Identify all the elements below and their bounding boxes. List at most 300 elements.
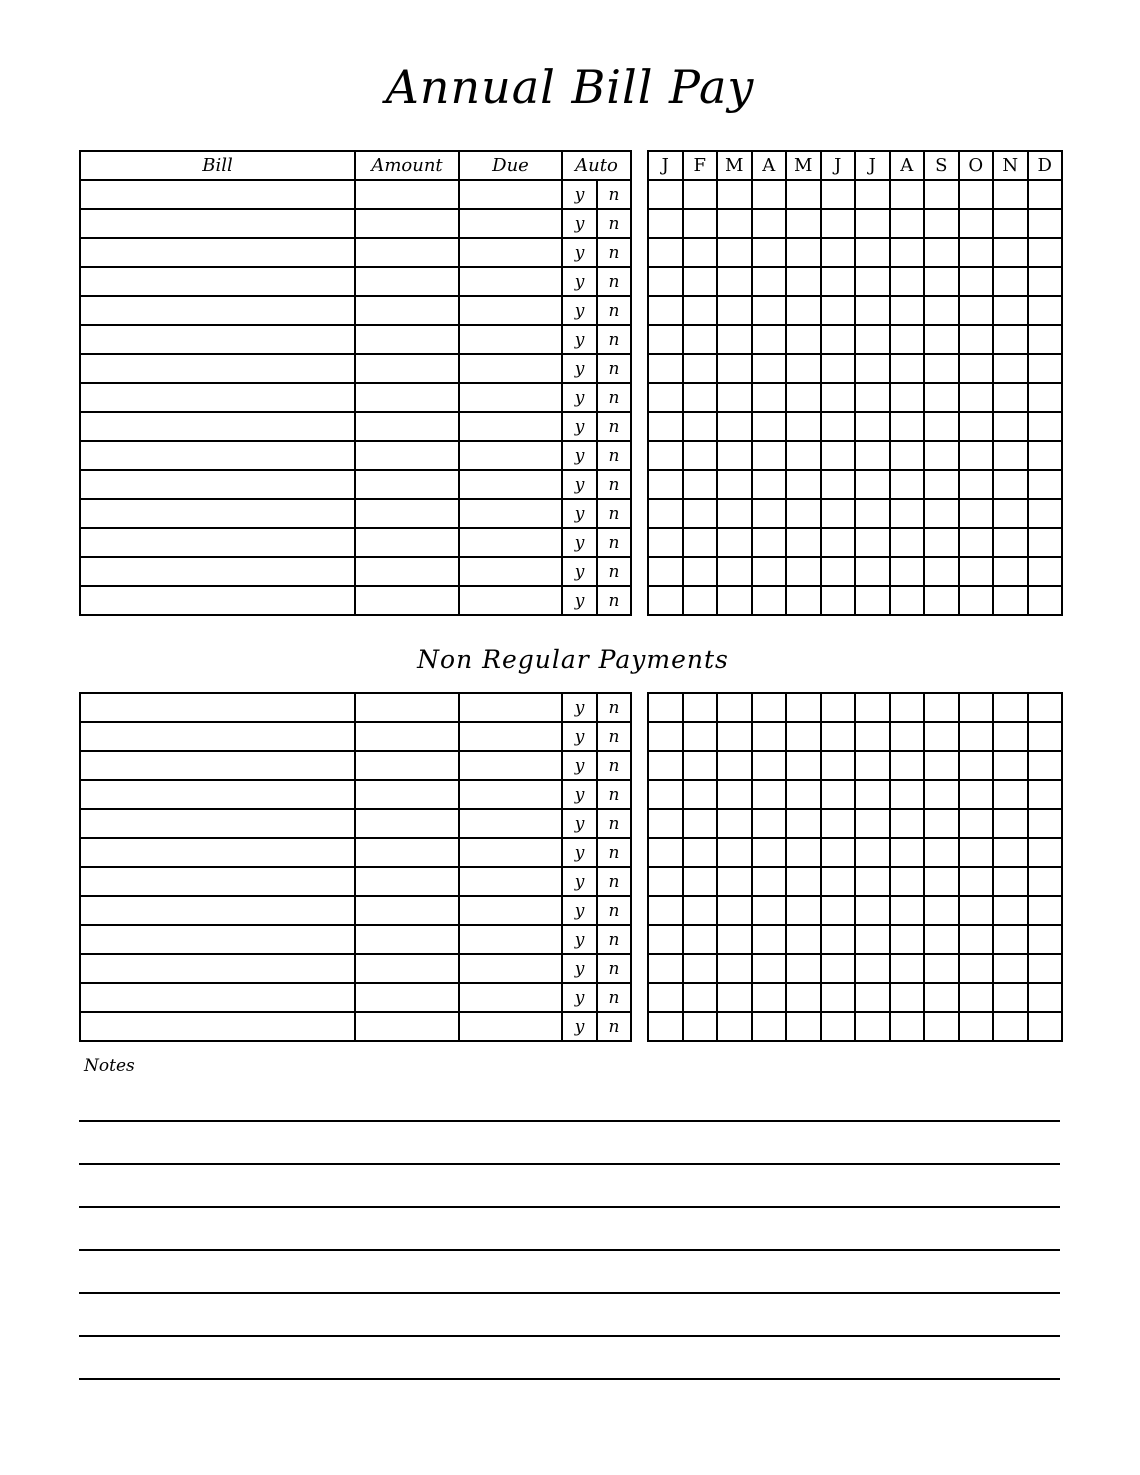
month-check-cell[interactable] (717, 1012, 752, 1041)
month-check-cell[interactable] (855, 499, 890, 528)
month-check-cell[interactable] (924, 499, 959, 528)
month-check-cell[interactable] (855, 838, 890, 867)
bill-cell[interactable] (80, 412, 355, 441)
auto-no-option[interactable]: n (597, 499, 631, 528)
month-check-cell[interactable] (683, 954, 718, 983)
month-check-cell[interactable] (717, 528, 752, 557)
month-check-cell[interactable] (683, 267, 718, 296)
month-check-cell[interactable] (717, 180, 752, 209)
month-check-cell[interactable] (752, 354, 787, 383)
month-check-cell[interactable] (855, 586, 890, 615)
month-check-cell[interactable] (855, 896, 890, 925)
month-check-cell[interactable] (821, 925, 856, 954)
bill-cell[interactable] (80, 441, 355, 470)
bill-cell[interactable] (80, 470, 355, 499)
auto-no-option[interactable]: n (597, 1012, 631, 1041)
auto-no-option[interactable]: n (597, 838, 631, 867)
month-check-cell[interactable] (717, 296, 752, 325)
month-check-cell[interactable] (855, 296, 890, 325)
due-cell[interactable] (459, 267, 562, 296)
month-check-cell[interactable] (890, 499, 925, 528)
due-cell[interactable] (459, 180, 562, 209)
month-check-cell[interactable] (924, 528, 959, 557)
month-check-cell[interactable] (855, 238, 890, 267)
month-check-cell[interactable] (1028, 983, 1063, 1012)
due-cell[interactable] (459, 838, 562, 867)
month-check-cell[interactable] (855, 722, 890, 751)
month-check-cell[interactable] (993, 809, 1028, 838)
amount-cell[interactable] (355, 180, 459, 209)
month-check-cell[interactable] (924, 325, 959, 354)
month-check-cell[interactable] (752, 209, 787, 238)
month-check-cell[interactable] (648, 528, 683, 557)
month-check-cell[interactable] (717, 954, 752, 983)
due-cell[interactable] (459, 722, 562, 751)
auto-no-option[interactable]: n (597, 557, 631, 586)
month-check-cell[interactable] (890, 1012, 925, 1041)
amount-cell[interactable] (355, 441, 459, 470)
month-check-cell[interactable] (855, 325, 890, 354)
due-cell[interactable] (459, 499, 562, 528)
month-check-cell[interactable] (717, 722, 752, 751)
month-check-cell[interactable] (959, 722, 994, 751)
month-check-cell[interactable] (890, 267, 925, 296)
month-check-cell[interactable] (890, 209, 925, 238)
month-check-cell[interactable] (717, 209, 752, 238)
month-check-cell[interactable] (993, 1012, 1028, 1041)
due-cell[interactable] (459, 867, 562, 896)
month-check-cell[interactable] (683, 499, 718, 528)
month-check-cell[interactable] (924, 557, 959, 586)
month-check-cell[interactable] (890, 296, 925, 325)
month-check-cell[interactable] (890, 809, 925, 838)
month-check-cell[interactable] (648, 383, 683, 412)
month-check-cell[interactable] (855, 925, 890, 954)
month-check-cell[interactable] (924, 412, 959, 441)
month-check-cell[interactable] (821, 809, 856, 838)
month-check-cell[interactable] (1028, 954, 1063, 983)
month-check-cell[interactable] (1028, 1012, 1063, 1041)
month-check-cell[interactable] (1028, 867, 1063, 896)
month-check-cell[interactable] (855, 983, 890, 1012)
auto-yes-option[interactable]: y (562, 925, 597, 954)
month-check-cell[interactable] (648, 557, 683, 586)
month-check-cell[interactable] (993, 586, 1028, 615)
month-check-cell[interactable] (959, 1012, 994, 1041)
month-check-cell[interactable] (959, 780, 994, 809)
auto-yes-option[interactable]: y (562, 325, 597, 354)
month-check-cell[interactable] (752, 470, 787, 499)
auto-no-option[interactable]: n (597, 867, 631, 896)
month-check-cell[interactable] (648, 238, 683, 267)
month-check-cell[interactable] (993, 528, 1028, 557)
auto-no-option[interactable]: n (597, 586, 631, 615)
due-cell[interactable] (459, 780, 562, 809)
month-check-cell[interactable] (959, 954, 994, 983)
month-check-cell[interactable] (821, 586, 856, 615)
month-check-cell[interactable] (786, 983, 821, 1012)
month-check-cell[interactable] (1028, 896, 1063, 925)
auto-no-option[interactable]: n (597, 470, 631, 499)
month-check-cell[interactable] (717, 383, 752, 412)
month-check-cell[interactable] (821, 528, 856, 557)
month-check-cell[interactable] (959, 983, 994, 1012)
month-check-cell[interactable] (786, 896, 821, 925)
month-check-cell[interactable] (855, 809, 890, 838)
month-check-cell[interactable] (855, 354, 890, 383)
month-check-cell[interactable] (924, 238, 959, 267)
month-check-cell[interactable] (752, 499, 787, 528)
month-check-cell[interactable] (786, 693, 821, 722)
auto-no-option[interactable]: n (597, 325, 631, 354)
month-check-cell[interactable] (959, 528, 994, 557)
month-check-cell[interactable] (924, 586, 959, 615)
auto-yes-option[interactable]: y (562, 838, 597, 867)
month-check-cell[interactable] (717, 896, 752, 925)
bill-cell[interactable] (80, 528, 355, 557)
month-check-cell[interactable] (752, 925, 787, 954)
month-check-cell[interactable] (959, 751, 994, 780)
amount-cell[interactable] (355, 867, 459, 896)
month-check-cell[interactable] (821, 780, 856, 809)
amount-cell[interactable] (355, 209, 459, 238)
due-cell[interactable] (459, 925, 562, 954)
bill-cell[interactable] (80, 1012, 355, 1041)
month-check-cell[interactable] (683, 838, 718, 867)
month-check-cell[interactable] (786, 838, 821, 867)
month-check-cell[interactable] (1028, 470, 1063, 499)
due-cell[interactable] (459, 354, 562, 383)
amount-cell[interactable] (355, 383, 459, 412)
month-check-cell[interactable] (821, 838, 856, 867)
auto-yes-option[interactable]: y (562, 751, 597, 780)
month-check-cell[interactable] (752, 722, 787, 751)
month-check-cell[interactable] (786, 1012, 821, 1041)
auto-no-option[interactable]: n (597, 383, 631, 412)
month-check-cell[interactable] (752, 296, 787, 325)
month-check-cell[interactable] (890, 238, 925, 267)
month-check-cell[interactable] (683, 354, 718, 383)
month-check-cell[interactable] (683, 528, 718, 557)
notes-line[interactable] (79, 1206, 1060, 1208)
month-check-cell[interactable] (890, 325, 925, 354)
month-check-cell[interactable] (855, 209, 890, 238)
month-check-cell[interactable] (786, 557, 821, 586)
month-check-cell[interactable] (717, 867, 752, 896)
month-check-cell[interactable] (786, 383, 821, 412)
auto-no-option[interactable]: n (597, 722, 631, 751)
month-check-cell[interactable] (890, 586, 925, 615)
month-check-cell[interactable] (786, 925, 821, 954)
amount-cell[interactable] (355, 412, 459, 441)
month-check-cell[interactable] (855, 954, 890, 983)
month-check-cell[interactable] (821, 1012, 856, 1041)
auto-yes-option[interactable]: y (562, 441, 597, 470)
month-check-cell[interactable] (1028, 838, 1063, 867)
auto-no-option[interactable]: n (597, 412, 631, 441)
month-check-cell[interactable] (648, 586, 683, 615)
auto-yes-option[interactable]: y (562, 586, 597, 615)
month-check-cell[interactable] (993, 925, 1028, 954)
month-check-cell[interactable] (752, 325, 787, 354)
month-check-cell[interactable] (648, 180, 683, 209)
month-check-cell[interactable] (959, 693, 994, 722)
due-cell[interactable] (459, 296, 562, 325)
month-check-cell[interactable] (993, 722, 1028, 751)
month-check-cell[interactable] (959, 209, 994, 238)
auto-yes-option[interactable]: y (562, 499, 597, 528)
month-check-cell[interactable] (924, 867, 959, 896)
due-cell[interactable] (459, 209, 562, 238)
bill-cell[interactable] (80, 180, 355, 209)
month-check-cell[interactable] (890, 867, 925, 896)
month-check-cell[interactable] (924, 354, 959, 383)
amount-cell[interactable] (355, 780, 459, 809)
month-check-cell[interactable] (717, 586, 752, 615)
month-check-cell[interactable] (648, 867, 683, 896)
amount-cell[interactable] (355, 557, 459, 586)
month-check-cell[interactable] (683, 209, 718, 238)
month-check-cell[interactable] (890, 780, 925, 809)
month-check-cell[interactable] (993, 354, 1028, 383)
month-check-cell[interactable] (855, 557, 890, 586)
month-check-cell[interactable] (821, 896, 856, 925)
auto-no-option[interactable]: n (597, 983, 631, 1012)
due-cell[interactable] (459, 1012, 562, 1041)
month-check-cell[interactable] (717, 838, 752, 867)
month-check-cell[interactable] (648, 983, 683, 1012)
month-check-cell[interactable] (855, 1012, 890, 1041)
month-check-cell[interactable] (821, 693, 856, 722)
month-check-cell[interactable] (924, 751, 959, 780)
month-check-cell[interactable] (993, 441, 1028, 470)
month-check-cell[interactable] (890, 838, 925, 867)
month-check-cell[interactable] (752, 867, 787, 896)
month-check-cell[interactable] (786, 722, 821, 751)
month-check-cell[interactable] (890, 954, 925, 983)
bill-cell[interactable] (80, 325, 355, 354)
month-check-cell[interactable] (924, 693, 959, 722)
auto-yes-option[interactable]: y (562, 557, 597, 586)
month-check-cell[interactable] (648, 354, 683, 383)
month-check-cell[interactable] (786, 180, 821, 209)
auto-yes-option[interactable]: y (562, 209, 597, 238)
bill-cell[interactable] (80, 838, 355, 867)
auto-yes-option[interactable]: y (562, 693, 597, 722)
month-check-cell[interactable] (855, 528, 890, 557)
notes-line[interactable] (79, 1335, 1060, 1337)
month-check-cell[interactable] (786, 867, 821, 896)
bill-cell[interactable] (80, 557, 355, 586)
month-check-cell[interactable] (993, 751, 1028, 780)
amount-cell[interactable] (355, 809, 459, 838)
month-check-cell[interactable] (959, 499, 994, 528)
month-check-cell[interactable] (993, 325, 1028, 354)
month-check-cell[interactable] (683, 867, 718, 896)
month-check-cell[interactable] (717, 925, 752, 954)
month-check-cell[interactable] (959, 325, 994, 354)
month-check-cell[interactable] (648, 296, 683, 325)
auto-yes-option[interactable]: y (562, 470, 597, 499)
month-check-cell[interactable] (993, 383, 1028, 412)
auto-no-option[interactable]: n (597, 809, 631, 838)
auto-yes-option[interactable]: y (562, 809, 597, 838)
month-check-cell[interactable] (1028, 751, 1063, 780)
month-check-cell[interactable] (717, 780, 752, 809)
month-check-cell[interactable] (959, 557, 994, 586)
amount-cell[interactable] (355, 751, 459, 780)
month-check-cell[interactable] (752, 1012, 787, 1041)
month-check-cell[interactable] (683, 325, 718, 354)
auto-yes-option[interactable]: y (562, 412, 597, 441)
due-cell[interactable] (459, 954, 562, 983)
amount-cell[interactable] (355, 983, 459, 1012)
month-check-cell[interactable] (648, 780, 683, 809)
month-check-cell[interactable] (855, 780, 890, 809)
auto-yes-option[interactable]: y (562, 983, 597, 1012)
auto-yes-option[interactable]: y (562, 238, 597, 267)
month-check-cell[interactable] (717, 809, 752, 838)
month-check-cell[interactable] (890, 983, 925, 1012)
auto-yes-option[interactable]: y (562, 896, 597, 925)
bill-cell[interactable] (80, 867, 355, 896)
month-check-cell[interactable] (752, 586, 787, 615)
amount-cell[interactable] (355, 499, 459, 528)
month-check-cell[interactable] (821, 441, 856, 470)
bill-cell[interactable] (80, 925, 355, 954)
month-check-cell[interactable] (993, 838, 1028, 867)
month-check-cell[interactable] (752, 838, 787, 867)
month-check-cell[interactable] (890, 722, 925, 751)
month-check-cell[interactable] (855, 383, 890, 412)
bill-cell[interactable] (80, 954, 355, 983)
month-check-cell[interactable] (993, 780, 1028, 809)
due-cell[interactable] (459, 470, 562, 499)
due-cell[interactable] (459, 557, 562, 586)
month-check-cell[interactable] (924, 722, 959, 751)
auto-yes-option[interactable]: y (562, 354, 597, 383)
month-check-cell[interactable] (993, 693, 1028, 722)
month-check-cell[interactable] (993, 470, 1028, 499)
month-check-cell[interactable] (683, 470, 718, 499)
month-check-cell[interactable] (924, 925, 959, 954)
month-check-cell[interactable] (752, 751, 787, 780)
month-check-cell[interactable] (717, 693, 752, 722)
month-check-cell[interactable] (717, 412, 752, 441)
month-check-cell[interactable] (890, 441, 925, 470)
month-check-cell[interactable] (683, 296, 718, 325)
month-check-cell[interactable] (821, 954, 856, 983)
month-check-cell[interactable] (648, 412, 683, 441)
month-check-cell[interactable] (993, 867, 1028, 896)
auto-yes-option[interactable]: y (562, 780, 597, 809)
auto-no-option[interactable]: n (597, 354, 631, 383)
month-check-cell[interactable] (648, 722, 683, 751)
month-check-cell[interactable] (786, 209, 821, 238)
amount-cell[interactable] (355, 896, 459, 925)
month-check-cell[interactable] (1028, 238, 1063, 267)
month-check-cell[interactable] (683, 1012, 718, 1041)
notes-line[interactable] (79, 1249, 1060, 1251)
month-check-cell[interactable] (959, 586, 994, 615)
month-check-cell[interactable] (752, 780, 787, 809)
month-check-cell[interactable] (993, 238, 1028, 267)
month-check-cell[interactable] (717, 751, 752, 780)
month-check-cell[interactable] (821, 354, 856, 383)
month-check-cell[interactable] (993, 954, 1028, 983)
month-check-cell[interactable] (821, 267, 856, 296)
month-check-cell[interactable] (752, 180, 787, 209)
due-cell[interactable] (459, 528, 562, 557)
month-check-cell[interactable] (1028, 412, 1063, 441)
month-check-cell[interactable] (717, 557, 752, 586)
month-check-cell[interactable] (855, 180, 890, 209)
month-check-cell[interactable] (821, 722, 856, 751)
due-cell[interactable] (459, 809, 562, 838)
auto-yes-option[interactable]: y (562, 383, 597, 412)
month-check-cell[interactable] (1028, 267, 1063, 296)
month-check-cell[interactable] (717, 238, 752, 267)
month-check-cell[interactable] (752, 983, 787, 1012)
month-check-cell[interactable] (683, 586, 718, 615)
bill-cell[interactable] (80, 693, 355, 722)
due-cell[interactable] (459, 693, 562, 722)
bill-cell[interactable] (80, 809, 355, 838)
month-check-cell[interactable] (993, 499, 1028, 528)
amount-cell[interactable] (355, 693, 459, 722)
amount-cell[interactable] (355, 325, 459, 354)
month-check-cell[interactable] (1028, 296, 1063, 325)
due-cell[interactable] (459, 751, 562, 780)
month-check-cell[interactable] (1028, 780, 1063, 809)
auto-no-option[interactable]: n (597, 180, 631, 209)
month-check-cell[interactable] (855, 751, 890, 780)
month-check-cell[interactable] (683, 722, 718, 751)
month-check-cell[interactable] (752, 557, 787, 586)
due-cell[interactable] (459, 325, 562, 354)
month-check-cell[interactable] (683, 238, 718, 267)
month-check-cell[interactable] (717, 470, 752, 499)
month-check-cell[interactable] (786, 354, 821, 383)
bill-cell[interactable] (80, 499, 355, 528)
month-check-cell[interactable] (648, 809, 683, 838)
month-check-cell[interactable] (648, 751, 683, 780)
month-check-cell[interactable] (752, 528, 787, 557)
month-check-cell[interactable] (924, 441, 959, 470)
due-cell[interactable] (459, 441, 562, 470)
month-check-cell[interactable] (821, 325, 856, 354)
month-check-cell[interactable] (648, 470, 683, 499)
auto-no-option[interactable]: n (597, 751, 631, 780)
auto-no-option[interactable]: n (597, 267, 631, 296)
bill-cell[interactable] (80, 780, 355, 809)
month-check-cell[interactable] (717, 499, 752, 528)
month-check-cell[interactable] (993, 296, 1028, 325)
month-check-cell[interactable] (1028, 557, 1063, 586)
month-check-cell[interactable] (924, 267, 959, 296)
auto-yes-option[interactable]: y (562, 180, 597, 209)
month-check-cell[interactable] (959, 296, 994, 325)
month-check-cell[interactable] (821, 209, 856, 238)
amount-cell[interactable] (355, 586, 459, 615)
month-check-cell[interactable] (821, 983, 856, 1012)
month-check-cell[interactable] (821, 867, 856, 896)
auto-no-option[interactable]: n (597, 238, 631, 267)
month-check-cell[interactable] (890, 180, 925, 209)
month-check-cell[interactable] (683, 693, 718, 722)
month-check-cell[interactable] (993, 983, 1028, 1012)
month-check-cell[interactable] (855, 693, 890, 722)
